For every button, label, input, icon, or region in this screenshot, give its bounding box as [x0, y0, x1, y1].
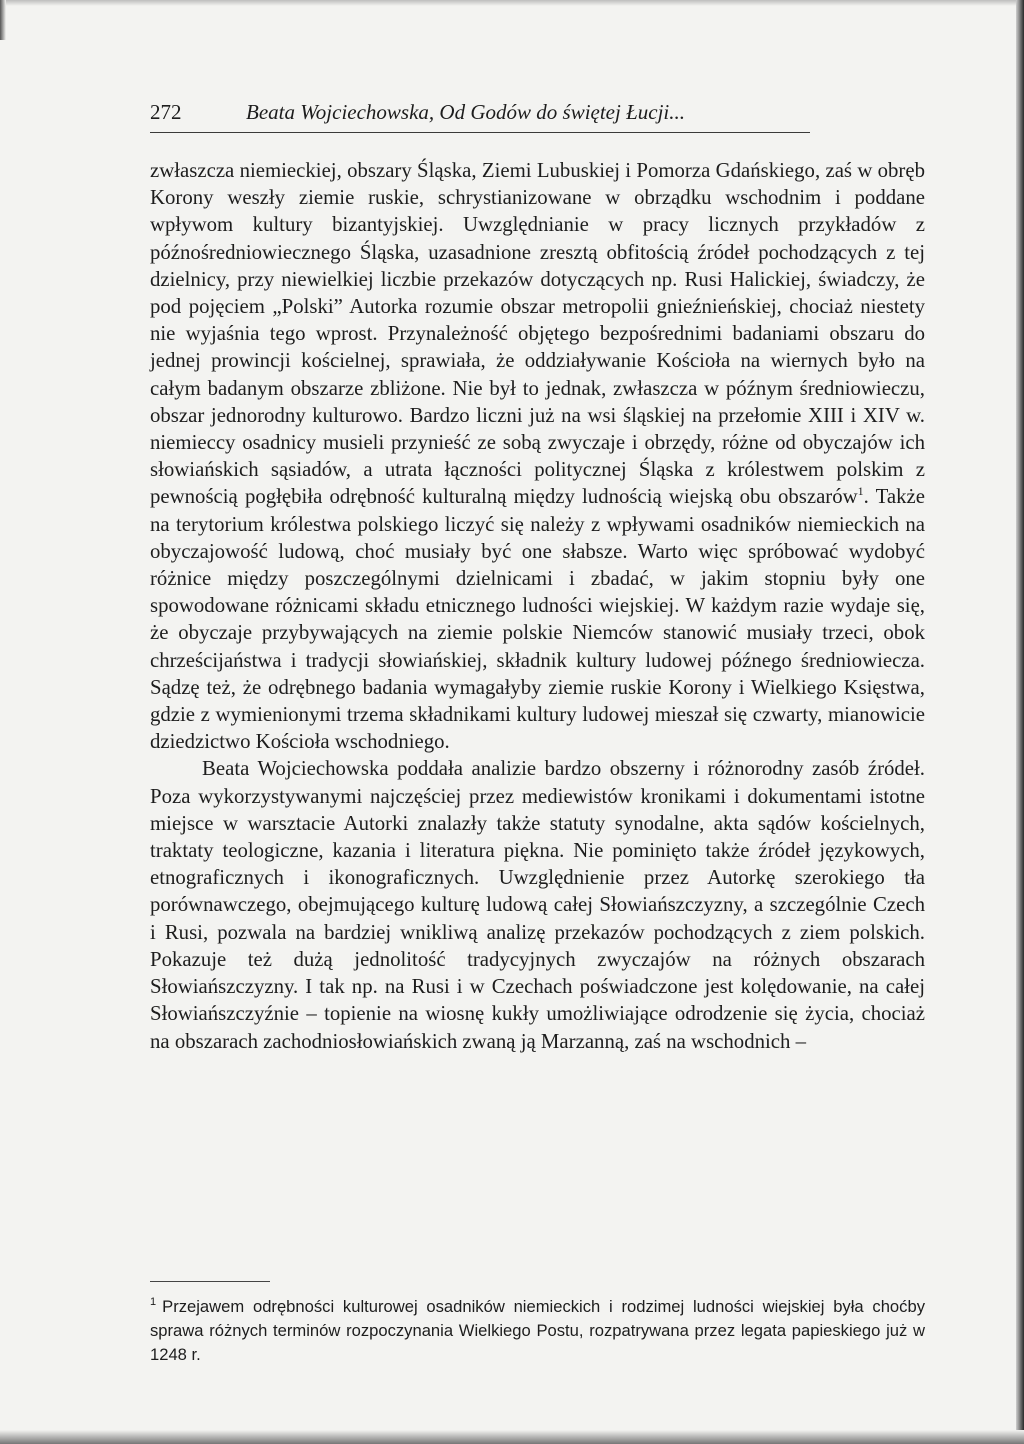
- paragraph-1: [150, 157, 925, 755]
- running-head: [150, 98, 810, 133]
- paragraph-2: Beata Wojciechowska poddała analizie bardzo obszerny i różnorodny zasób źródeł. Poza wykorzystywanymi najczęściej przez mediewistów kronikami i dokumentami istotne miejsce w warsztacie Autorki znalazły także statuty synodalne, akta sądów kościelnych, traktaty teologiczne, kazania i literatura piękna. Nie pominięto także źródeł językowych, etnograficznych i ikonograficznych. Uwzględnienie przez Autorkę szerokiego tła porównawczego, obejmującego kulturę ludową całej Słowiańszczyzny, a szczególnie Czech i Rusi, pozwala na bardziej wnikliwą analizę przekazów pochodzących z ziem polskich. Pokazuje też dużą jednolitość tradycyjnych zwyczajów na różnych obszarach Słowiańszczyzny. I tak np. na Rusi i w Czechach poświadczone jest kolędowanie, na całej Słowiańszczyźnie – topienie na wiosnę kukły umożliwiające odrodzenie się życia, chociaż na obszarach zachodniosłowiańskich zwaną ją Marzanną, zaś na wschodnich –: [150, 757, 925, 1053]
- footnote-text: Przejawem odrębności kulturowej osadników niemieckich i rodzimej ludności wiejskiej była choćby sprawa różnych terminów rozpoczynania Wielkiego Postu, rozpatrywana przez legata papieskiego już w 1248 r.: [150, 1297, 925, 1364]
- page-number: 272: [150, 100, 182, 124]
- scan-edge-left: [0, 0, 6, 40]
- scan-edge-bottom: [0, 1430, 1024, 1444]
- page: [150, 98, 925, 1055]
- paragraph-1-part-a: zwłaszcza niemieckiej, obszary Śląska, Ziemi Lubuskiej i Pomorza Gdańskiego, zaś w obręb Korony weszły ziemie ruskie, schrystianizowane w obrządku wschodnim i poddane wpływom kultury bizantyjskiej. Uwzględnianie w pracy licznych przykładów z późnośredniowiecznego Śląska, uzasadnione zresztą obfitością źródeł pochodzących z tej dzielnicy, przy niewielkiej liczbie przekazów dotyczących np. Rusi Halickiej, świadczy, że pod pojęciem „Polski” Autorka rozumie obszar metropolii gnieźnieńskiej, chociaż niestety nie wyjaśnia tego wprost. Przynależność objętego bezpośrednimi badaniami obszaru do jednej prowincji kościelnej, sprawiała, że oddziaływanie Kościoła na wiernych było na całym badanym obszarze zbliżone. Nie był to jednak, zwłaszcza w późnym średniowieczu, obszar jednorodny kulturowo. Bardzo liczni już na wsi śląskiej na przełomie XIII i XIV w. niemieccy osadnicy musieli przynieść ze sobą zwyczaje i obrzędy, różne od obyczajów ich słowiańskich sąsiadów, a utrata łączności politycznej Śląska z królestwem polskim z pewnością pogłębiła odrębność kulturalną między ludnością wiejską obu obszarów: [150, 159, 925, 509]
- body-text: [150, 157, 925, 1055]
- footnote: [150, 1295, 925, 1367]
- footnote-separator: [150, 1281, 270, 1282]
- footnote-mark: 1: [150, 1296, 157, 1309]
- footnote-reference[interactable]: 1: [857, 484, 864, 499]
- footnotes: [150, 1295, 925, 1367]
- running-title: Beata Wojciechowska, Od Godów do świętej Łucji...: [246, 100, 686, 124]
- scan-edge-top: [0, 0, 1024, 6]
- scan-edge-right: [1016, 0, 1024, 1444]
- paragraph-1-part-b: . Także na terytorium królestwa polskiego liczyć się należy z wpływami osadników niemieckich na obyczajowość ludową, choć musiały być one słabsze. Warto więc spróbować wydobyć różnice między poszczególnymi dzielnicami i zbadać, w jakim stopniu były one spowodowane różnicami składu etnicznego ludności wiejskiej. W każdym razie wydaje się, że obyczaje przybywających na ziemie polskie Niemców stanowić musiały trzeci, obok chrześcijaństwa i tradycji słowiańskiej, składnik kultury ludowej późnego średniowiecza. Sądzę też, że odrębnego badania wymagałyby ziemie ruskie Korony i Wielkiego Księstwa, gdzie z wymienionymi trzema składnikami kultury ludowej mieszał się czwarty, mianowicie dziedzictwo Kościoła wschodniego.: [150, 485, 925, 754]
